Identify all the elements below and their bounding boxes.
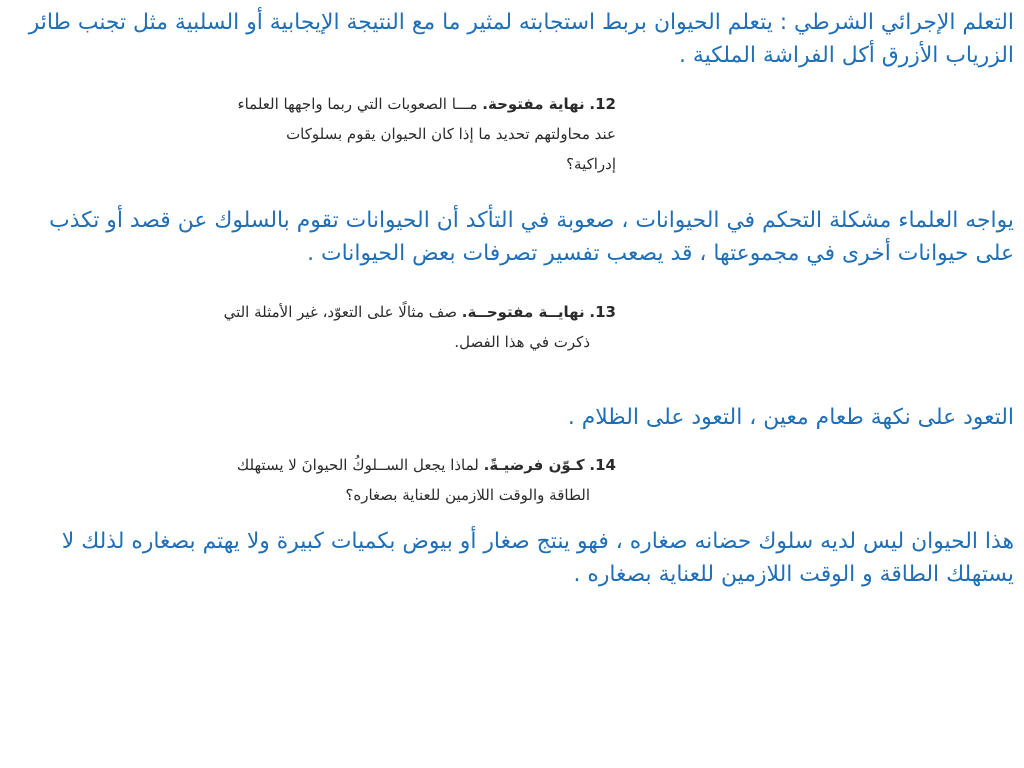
question-heading: كـوّن فرضيـةً. [483,456,585,474]
question-line: ذكرت في هذا الفصل. [454,333,590,351]
question-13 [224,297,616,357]
question-line [237,450,616,480]
question-line: عند محاولتهم تحديد ما إذا كان الحيوان يقوم بسلوكات [286,125,616,143]
answer-13 [4,401,1014,434]
answer-14 [4,525,1014,591]
answer-line: التعود على نكهة طعام معين ، التعود على الظلام . [567,405,1014,430]
answer-line: يستهلك الطاقة و الوقت اللازمين للعناية بصغاره . [573,562,1014,587]
answer-line: يواجه العلماء مشكلة التحكم في الحيوانات ، صعوبة في التأكد أن الحيوانات تقوم بالسلوك عن قصد أو تكذب [49,208,1014,233]
question-line [238,89,616,119]
question-line: الطاقة والوقت اللازمين للعناية بصغاره؟ [345,486,590,504]
answer-line: الزرياب الأزرق أكل الفراشة الملكية . [679,43,1014,68]
answer-12 [4,204,1014,270]
answer-line: التعلم الإجرائي الشرطي : يتعلم الحيوان بربط استجابته لمثير ما مع النتيجة الإيجابية أو السلبية مثل تجنب طائر [28,10,1014,35]
question-text: صف مثالًا على التعوّد، غير الأمثلة التي [223,303,458,321]
question-14 [237,450,616,510]
answer-line: هذا الحيوان ليس لديه سلوك حضانه صغاره ، فهو ينتج صغار أو بيوض بكميات كبيرة ولا يهتم بصغاره لذلك لا [61,529,1014,554]
question-heading: نهايــة مفتوحــة. [461,303,585,321]
question-text: لماذا يجعل الســلوكُ الحيوانَ لا يستهلك [236,456,479,474]
question-text: مـــا الصعوبات التي ربما واجهها العلماء [237,95,478,113]
question-number: 13. [589,303,616,321]
question-number: 12. [589,95,616,113]
answer-line: على حيوانات أخرى في مجموعتها ، قد يصعب تفسير تصرفات بعض الحيوانات . [307,241,1014,266]
answer-conditioning [4,6,1014,72]
question-heading: نهاية مفتوحة. [482,95,585,113]
question-line: إدراكية؟ [566,155,616,173]
question-12 [238,89,616,179]
question-line [224,297,616,327]
question-number: 14. [589,456,616,474]
